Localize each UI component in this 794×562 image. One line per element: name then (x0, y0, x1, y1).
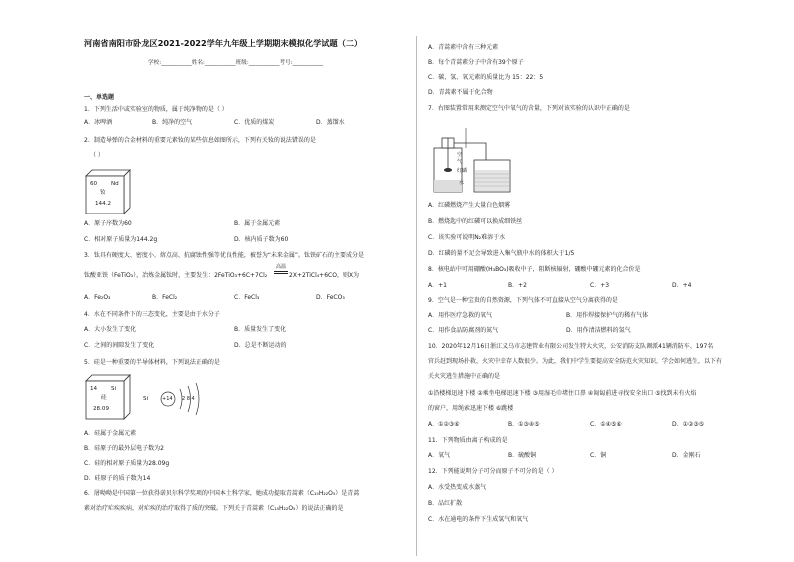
q12-option-a: A．水受热变成水蒸气 (428, 484, 487, 491)
si-atom-label: Si (143, 396, 149, 402)
q9-option-d: D．用作清洁燃料的氢气 (566, 327, 631, 334)
q5-option-a: A．硅属于金属元素 (84, 430, 137, 437)
question-5: 5．硅是一种重要的半导体材料，下列说法正确的是 (84, 359, 220, 366)
silicon-element-card (84, 371, 134, 421)
question-10: 10．2020年12月16日浙江义乌市志建管业有限公司发生特大火灾，公安消防支队调派41辆消防车、197名 (428, 343, 714, 350)
q11-option-a: A．氧气 (428, 452, 451, 459)
q12-option-c: C．水在通电的条件下生成氢气和氧气 (428, 516, 529, 523)
q7-option-b: B．燃烧匙中的红磷可以换成细铁丝 (428, 218, 523, 225)
question-2: 2．制造导弹的合金材料的重要元素钕的某些信息如图所示，下列有关钕的说法错误的是 (84, 137, 316, 144)
q8-option-c: C．+3 (590, 282, 610, 289)
q7-option-c: C．该实验可说明N₂难溶于水 (428, 234, 506, 241)
q4-option-b: B．质量发生了变化 (234, 326, 287, 333)
section-heading: 一、单选题 (84, 94, 115, 101)
column-divider (416, 36, 417, 556)
q9-option-c: C．用作食品防腐剂的氮气 (428, 327, 499, 334)
q2-option-c: C．相对原子质量为144.2g (84, 236, 158, 243)
q3-option-d: D．FeCO₃ (316, 294, 345, 301)
q11-option-d: D．金刚石 (672, 452, 701, 459)
q6-option-d: D．青蒿素不属于化合物 (428, 89, 493, 96)
q9-option-b: B．用作焊接保护气的稀有气体 (566, 312, 649, 319)
equation-equals-bar (274, 271, 288, 272)
q11-option-c: C．铜 (590, 452, 607, 459)
nd-mass: 144.2 (95, 201, 112, 207)
si-name: 硅 (101, 395, 107, 401)
student-info-line: 学校:___________姓名:___________班级:___________考号:___________ (148, 60, 324, 66)
q1-option-a: A．冰啤酒 (84, 119, 113, 126)
q7-option-a: A．红磷燃烧产生大量白色烟雾 (428, 202, 511, 209)
q5-option-c: C．硅的相对原子质量为28.09g (84, 460, 170, 467)
question-4: 4．水在不同条件下的三态变化，主要是由于水分子 (84, 311, 220, 318)
q10-option-b: B．①③④⑤ (508, 421, 540, 428)
question-3-equation-start: 钛酸亚铁（FeTiO₃），冶炼金属钛时，主要发生：2FeTiO₃+6C+7Cl₂ (84, 272, 268, 279)
question-6-cont: 素对治疗疟疾疾病，对疟疾的治疗取得了质的突破。下列关于青蒿素（C₁₅H₂₂O₅）的说法正确的是 (84, 505, 344, 512)
si-mass: 28.09 (93, 406, 110, 412)
q10-option-c: C．①④⑤⑥ (590, 421, 622, 428)
si-nucleus-charge: +14 (162, 396, 173, 402)
q10-option-a: A．①②③⑥ (428, 421, 460, 428)
q4-option-d: D．总是不断运动的 (234, 342, 287, 349)
question-10-cont: 官兵赶到现场扑救，火灾中幸存人数很少。为此，我们中学生要提高安全防范火灾知识，学会如何逃生，以下有 (428, 358, 723, 365)
si-atomic-number: 14 (90, 386, 98, 392)
q9-option-a: A．用作医疗急救的氧气 (428, 312, 493, 319)
question-6: 6．屠呦呦是中国第一位获得诺贝尔科学奖项的中国本土科学家，她成功提取青蒿素（C₁₅H₂₂O₅）是青蒿 (84, 490, 360, 497)
question-8: 8．核电站中可用硼酸(H₃BO₃)吸收中子，阻断核辐射，硼酸中硼元素的化合价是 (428, 266, 641, 273)
nd-name: 钕 (100, 190, 106, 196)
q3-option-a: A．Fe₂O₃ (84, 294, 111, 301)
q2-option-a: A．原子序数为60 (84, 220, 132, 227)
nd-symbol: Nd (111, 181, 119, 187)
question-11: 11．下列物质由离子构成的是 (428, 437, 508, 444)
q12-option-b: B．品红扩散 (428, 500, 463, 507)
q2-option-b: B．属于金属元素 (234, 220, 281, 227)
question-10-cont-2: 关火灾逃生措施中正确的是 (428, 373, 501, 380)
q4-option-c: C．之间的间隙发生了变化 (84, 342, 155, 349)
equation-equals-bar-2 (274, 273, 288, 274)
page-title: 河南省南阳市卧龙区2021-2022学年九年级上学期期末模拟化学试题（二） (84, 38, 363, 48)
label-air-2: 气 (457, 159, 463, 165)
question-7: 7．右图装置常用来测定空气中氧气的含量，下列对该实验的认识中正确的是 (428, 105, 630, 112)
q3-option-c: C．FeCl₃ (234, 294, 260, 301)
question-3-equation-end: 2X+2TiCl₄+6CO，则X为 (289, 272, 360, 279)
question-9: 9．空气是一种宝贵的自然资源，下列气体不可直接从空气分离获得的是 (428, 297, 618, 304)
question-10-statements: ①沿楼梯迅速下楼 ②乘坐电梯迅速下楼 ③用湿毛巾堵住口鼻 ④匍匐前进寻找安全出口 ⑤找到未有火焰 (428, 390, 697, 397)
q8-option-a: A．+1 (428, 282, 447, 289)
question-1: 1．下列生活中或实验室的物质，属于纯净物的是（ ） (84, 106, 228, 113)
q5-option-d: D．硅原子的质子数为14 (84, 475, 151, 482)
q1-option-d: D．蒸馏水 (316, 119, 345, 126)
question-10-statements-2: 的窗户，用绳索迅速下楼 ⑥跳楼 (428, 405, 514, 412)
q6-option-c: C．碳、氢、氧元素的质量比为 15：22：5 (428, 74, 544, 81)
label-water: 水 (459, 180, 465, 186)
question-3: 3．钛具有硬度大、密度小、熔点高、抗腐蚀性强等优良性能，被誉为“未来金属”。钛铁矿石的主要成分是 (84, 252, 365, 259)
q8-option-d: D．+4 (672, 282, 692, 289)
q3-option-b: B．FeCl₂ (152, 294, 178, 301)
question-12: 12．下列能说明分子可分而原子不可分的是（ ） (428, 468, 558, 475)
q5-option-b: B．硅原子的最外层电子数为2 (84, 445, 164, 452)
label-phosphorus: 红磷 (457, 168, 468, 174)
q1-option-b: B．纯净的空气 (152, 119, 193, 126)
q2-option-d: D．核内质子数为60 (234, 236, 289, 243)
nd-atomic-number: 60 (90, 181, 98, 187)
si-symbol: Si (111, 386, 117, 392)
label-air: 空 (457, 152, 463, 158)
q6-option-a: A．青蒿素中含有三种元素 (428, 44, 499, 51)
q6-option-b: B．每个青蒿素分子中含有39个原子 (428, 59, 524, 66)
q7-option-d: D．红磷的量不足会导致进入集气瓶中水的体积大于1/5 (428, 250, 575, 257)
oxygen-experiment-apparatus (430, 118, 520, 196)
q11-option-b: B．硫酸铜 (508, 452, 537, 459)
q4-option-a: A．大小发生了变化 (84, 326, 137, 333)
q8-option-b: B．+2 (508, 282, 527, 289)
q1-option-c: C．优质的煤炭 (234, 119, 275, 126)
q10-option-d: D．①②③⑤ (672, 421, 705, 428)
question-2-paren: （ ） (90, 152, 104, 159)
reaction-condition: 高温 (276, 264, 287, 270)
si-electron-shells: 2 8 4 (182, 396, 195, 402)
